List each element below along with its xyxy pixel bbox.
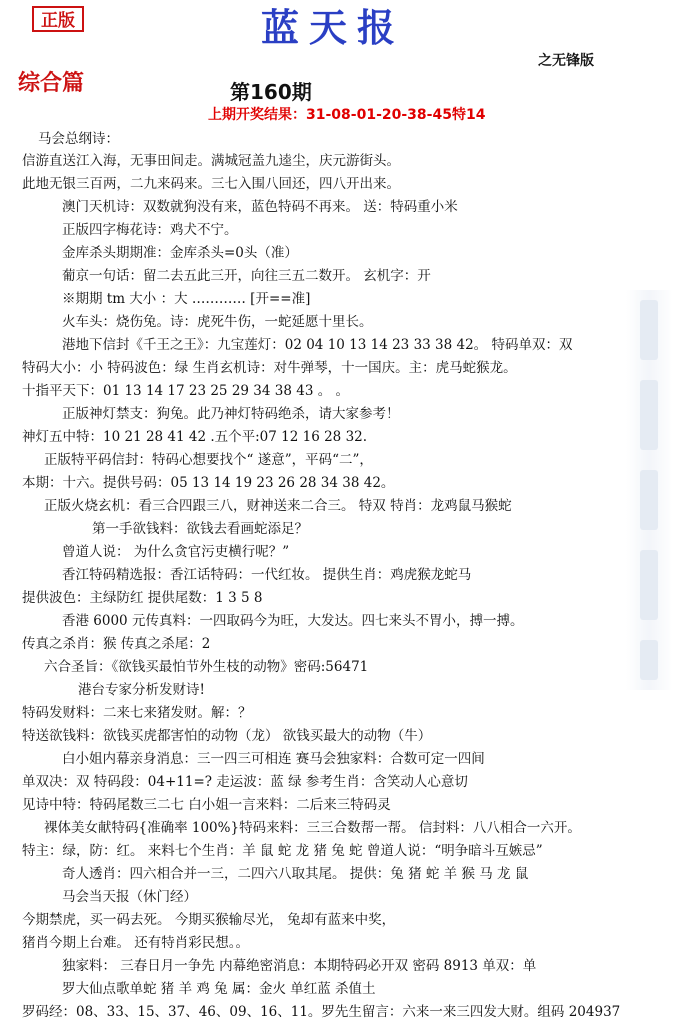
body-line: ※期期 tm 大小 ：大 ………… [开==准]	[62, 291, 311, 307]
body-line: 澳门天机诗：双数就狗没有来，蓝色特码不再来。 送：特码重小米	[62, 199, 458, 215]
body-line: 港台专家分析发财诗!	[78, 682, 205, 698]
body-line: 葡京一句话：留二去五此三开，向往三五二数开。 玄机字：开	[62, 268, 431, 284]
body-line: 独家料： 三春日月一争先 内幕绝密消息：本期特码必开双 密码 8913 单双：单	[62, 958, 537, 974]
genuine-edition-badge: 正版	[32, 6, 84, 32]
body-line: 正版神灯禁支：狗兔。此乃神灯特码绝杀，请大家参考！	[62, 406, 400, 422]
body-line: 见诗中特：特码尾数三二七 白小姐一言来料：二后来三特码灵	[22, 797, 391, 813]
body-line: 第一手欲钱料：欲钱去看画蛇添足？	[92, 521, 308, 537]
body-line: 马会当天报（休门经）	[62, 889, 197, 905]
body-line: 猪肖今期上台难。 还有特肖彩民想。。	[22, 935, 250, 951]
body-line: 特送欲钱料：欲钱买虎都害怕的动物（龙） 欲钱买最大的动物（牛）	[22, 728, 432, 744]
body-line: 港地下信封《千王之王》：九宝莲灯：02 04 10 13 14 23 33 38 42。 特码单双：双	[62, 337, 573, 353]
body-line: 马会总纲诗：	[38, 131, 119, 147]
body-line: 神灯五中特：10 21 28 41 42 .五个平:07 12 16 28 32.	[22, 429, 368, 445]
body-line: 罗大仙点歌单蛇 猪 羊 鸡 兔 属：金火 单红蓝 杀值土	[62, 981, 376, 997]
body-line: 火车头：烧伤兔。诗：虎死牛伤，一蛇延愿十里长。	[62, 314, 373, 330]
body-line: 特主：绿，防：红。 来料七个生肖：羊 鼠 蛇 龙 猪 兔 蛇 曾道人说：“明争暗斗互嫉忌”	[22, 843, 543, 859]
body-line: 提供波色：主绿防红 提供尾数：1 3 5 8	[22, 590, 263, 606]
body-line: 曾道人说： 为什么贪官污吏横行呢？”	[62, 544, 290, 560]
body-line: 六合圣旨：《欲钱买最怕节外生枝的动物》密码:56471	[44, 659, 369, 675]
body-line: 奇人透肖：四六相合并一三，二四六八取其尾。 提供：兔 猪 蛇 羊 猴 马 龙 鼠	[62, 866, 529, 882]
body-line: 信游直送江入海，无事田间走。满城冠盖九逵尘，庆元游街头。	[22, 153, 400, 169]
edition-label: 之无锋版	[538, 53, 594, 69]
last-results: 上期开奖结果：31-08-01-20-38-45特14	[208, 107, 486, 123]
body-line: 传真之杀肖：猴 传真之杀尾：2	[22, 636, 211, 652]
body-line: 正版火烧玄机：看三合四跟三八，财神送来二合三。 特双 特肖：龙鸡鼠马猴蛇	[44, 498, 512, 514]
issue-number: 第160期	[230, 80, 312, 104]
body-line: 本期：十六。提供号码：05 13 14 19 23 26 28 34 38 42。	[22, 475, 395, 491]
body-line: 特码发财料：二来七来猪发财。解：？	[22, 705, 252, 721]
body-line: 今期禁虎，买一码去死。 今期买猴输尽光， 兔却有蓝来中奖，	[22, 912, 396, 928]
body-line: 香江特码精选报：香江话特码：一代红妆。 提供生肖：鸡虎猴龙蛇马	[62, 567, 472, 583]
masthead-title: 蓝天报	[260, 5, 405, 50]
body-line: 此地无银三百两，二九来码来。三七入围八回还，四八开出来。	[22, 176, 400, 192]
body-line: 特码大小：小 特码波色：绿 生肖玄机诗：对牛弹琴，十一国庆。主：虎马蛇猴龙。	[22, 360, 517, 376]
side-watermark	[626, 290, 672, 690]
body-line: 金库杀头期期准：金库杀头=0头（准）	[62, 245, 298, 261]
body-line: 罗码经：08、33、15、37、46、09、16、11。罗先生留言：六来一来三四发大财。组码 204937	[22, 1004, 621, 1020]
body-line: 白小姐内幕亲身消息：三一四三可相连 赛马会独家料：合数可定一四间	[62, 751, 485, 767]
body-line: 单双决：双 特码段：04+11=? 走运波：蓝 绿 参考生肖：含笑动人心意切	[22, 774, 468, 790]
body-line: 十指平天下：01 13 14 17 23 25 29 34 38 43 。 。	[22, 383, 349, 399]
body-line: 裸体美女献特码{准确率 100%}特码来料：三三合数帮一帮。 信封料：八八相合一六开。	[44, 820, 581, 836]
body-line: 香港 6000 元传真料：一四取码今为旺，大发达。四七来头不胃小，搏一搏。	[62, 613, 524, 629]
section-title: 综合篇	[18, 70, 85, 96]
body-line: 正版四字梅花诗：鸡犬不宁。	[62, 222, 238, 238]
body-line: 正版特平码信封：特码心想要找个“ 遂意”，平码“二”，	[44, 452, 373, 468]
